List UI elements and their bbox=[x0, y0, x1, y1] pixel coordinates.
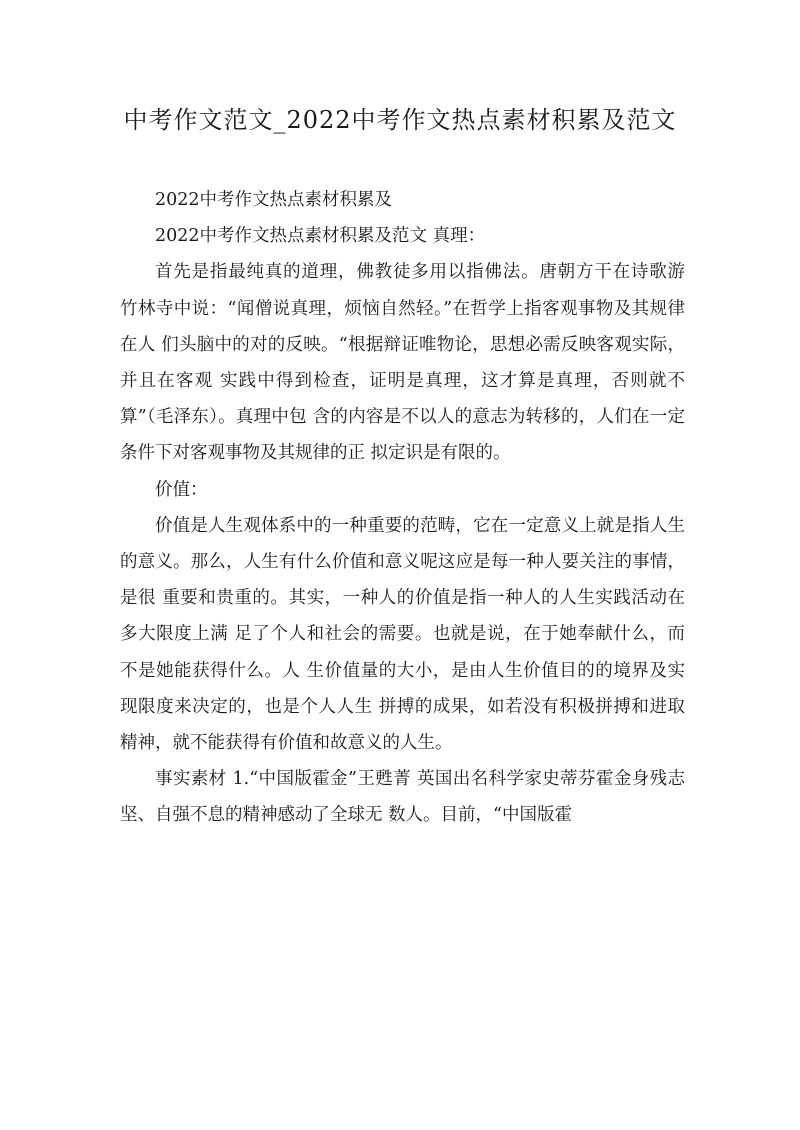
paragraph: 价值是人生观体系中的一种重要的范畴，它在一定意义上就是指人生 的意义。那么，人生有什么价值和意义呢这应是每一种人要关注的事情，是很 重要和贵重的。其实，一种人的价值是指一种人的人生实践活动在多大限度上满 足了个人和社会的需要。也就是说，在于她奉献什么，而不是她能获得什么。人 生价值量的大小，是由人生价值目的的境界及实现限度来决定的，也是个人人生 拼搏的成果，如若没有积极拼搏和进取精神，就不能获得有价值和故意义的人生。 bbox=[120, 515, 685, 754]
paragraph: 价值： bbox=[155, 479, 208, 500]
paragraph: 首先是指最纯真的道理，佛教徒多用以指佛法。唐朝方干在诗歌游 竹林寺中说：“闻僧说真理，烦恼自然轻。”在哲学上指客观事物及其规律在人 们头脑中的对的反映。“根据辩证唯物论，思想必需反映客观实际，并且在客观 实践中得到检查，证明是真理，这才算是真理，否则就不算”（毛泽东）。真理中包 含的内容是不以人的意志为转移的，人们在一定条件下对客观事物及其规律的正 拟定识是有限的。 bbox=[120, 262, 685, 464]
paragraph: 事实素材 1.“中国版霍金”王甦菁 英国出名科学家史蒂芬霍金身残志坚、自强不息的精神感动了全球无 数人。目前，“中国版霍 bbox=[120, 769, 685, 826]
paragraph: 2022中考作文热点素材积累及 bbox=[155, 190, 393, 210]
document-body bbox=[120, 182, 685, 834]
paragraph: 2022中考作文热点素材积累及范文 真理： bbox=[155, 226, 486, 247]
document-title: 中考作文范文_2022中考作文热点素材积累及范文 bbox=[123, 106, 677, 134]
